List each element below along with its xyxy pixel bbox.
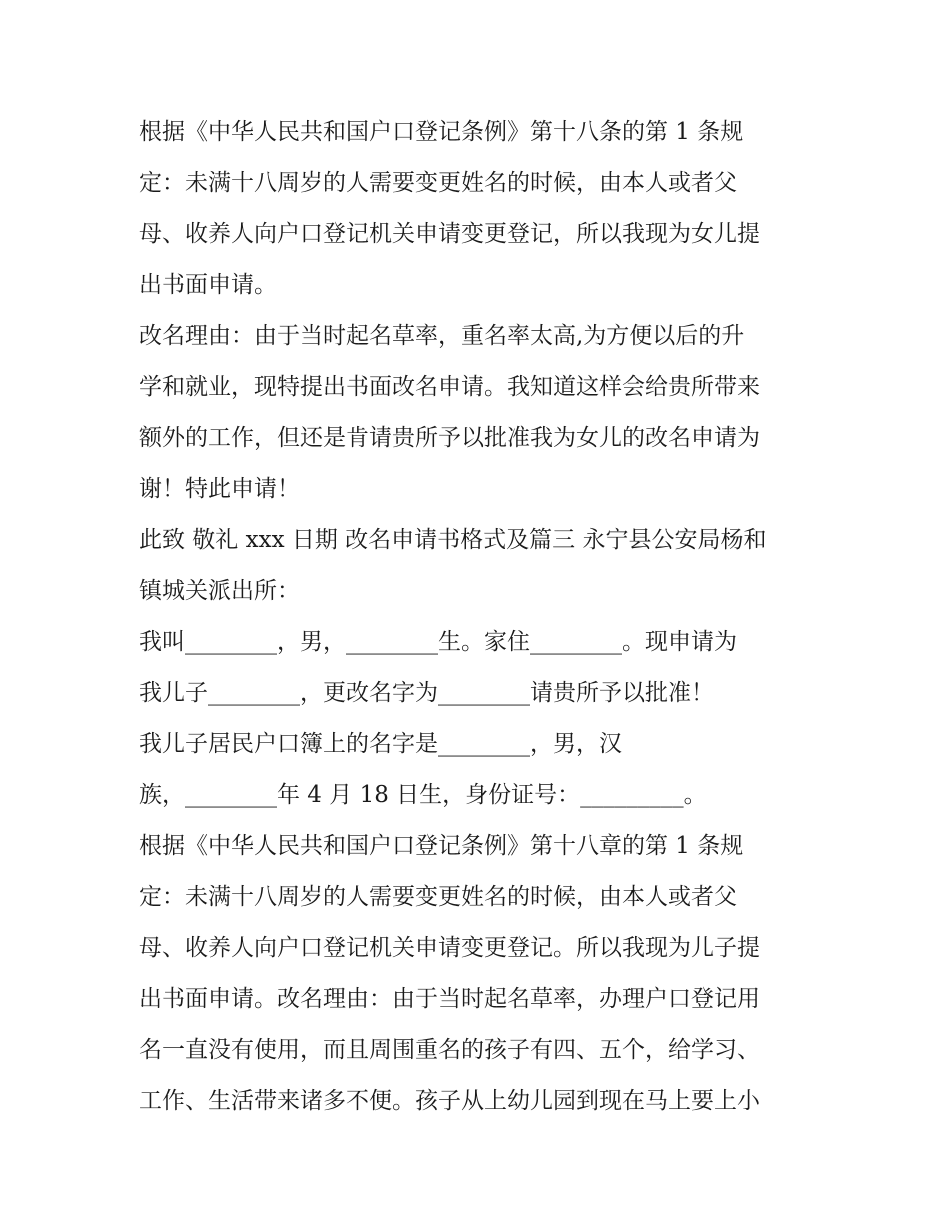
text-line: 我叫________，男，________生。家住________。现申请为 <box>139 629 737 655</box>
text-line: 改名理由：由于当时起名草率，重名率太高,为方便以后的升 <box>139 323 745 349</box>
text-line: 此致 敬礼 xxx 日期 改名申请书格式及篇三 永宁县公安局杨和 <box>139 527 767 553</box>
text-line: 学和就业，现特提出书面改名申请。我知道这样会给贵所带来 <box>139 374 760 400</box>
text-line: 母、收养人向户口登记机关申请变更登记。所以我现为儿子提 <box>139 935 760 961</box>
text-line: 母、收养人向户口登记机关申请变更登记，所以我现为女儿提 <box>139 221 760 247</box>
text-line: 额外的工作，但还是肯请贵所予以批准我为女儿的改名申请为 <box>139 425 760 451</box>
document-body <box>139 107 829 1127</box>
text-line: 根据《中华人民共和国户口登记条例》第十八条的第 1 条规 <box>139 119 744 145</box>
text-line: 我儿子________，更改名字为________请贵所予以批准！ <box>139 680 714 706</box>
text-line: 我儿子居民户口簿上的名字是________，男，汉 <box>139 731 622 757</box>
text-line: 出书面申请。改名理由：由于当时起名草率，办理户口登记用 <box>139 986 760 1012</box>
text-line: 工作、生活带来诸多不便。孩子从上幼儿园到现在马上要上小 <box>139 1088 760 1114</box>
text-line: 定：未满十八周岁的人需要变更姓名的时候，由本人或者父 <box>139 884 737 910</box>
text-line: 镇城关派出所： <box>139 578 300 604</box>
text-line: 名一直没有使用，而且周围重名的孩子有四、五个，给学习、 <box>139 1037 760 1063</box>
text-line: 定：未满十八周岁的人需要变更姓名的时候，由本人或者父 <box>139 170 737 196</box>
text-line: 出书面申请。 <box>139 272 277 298</box>
text-line: 谢！特此申请！ <box>139 476 300 502</box>
text-line: 根据《中华人民共和国户口登记条例》第十八章的第 1 条规 <box>139 833 744 859</box>
text-line: 族，________年 4 月 18 日生，身份证号：_________。 <box>139 782 707 808</box>
